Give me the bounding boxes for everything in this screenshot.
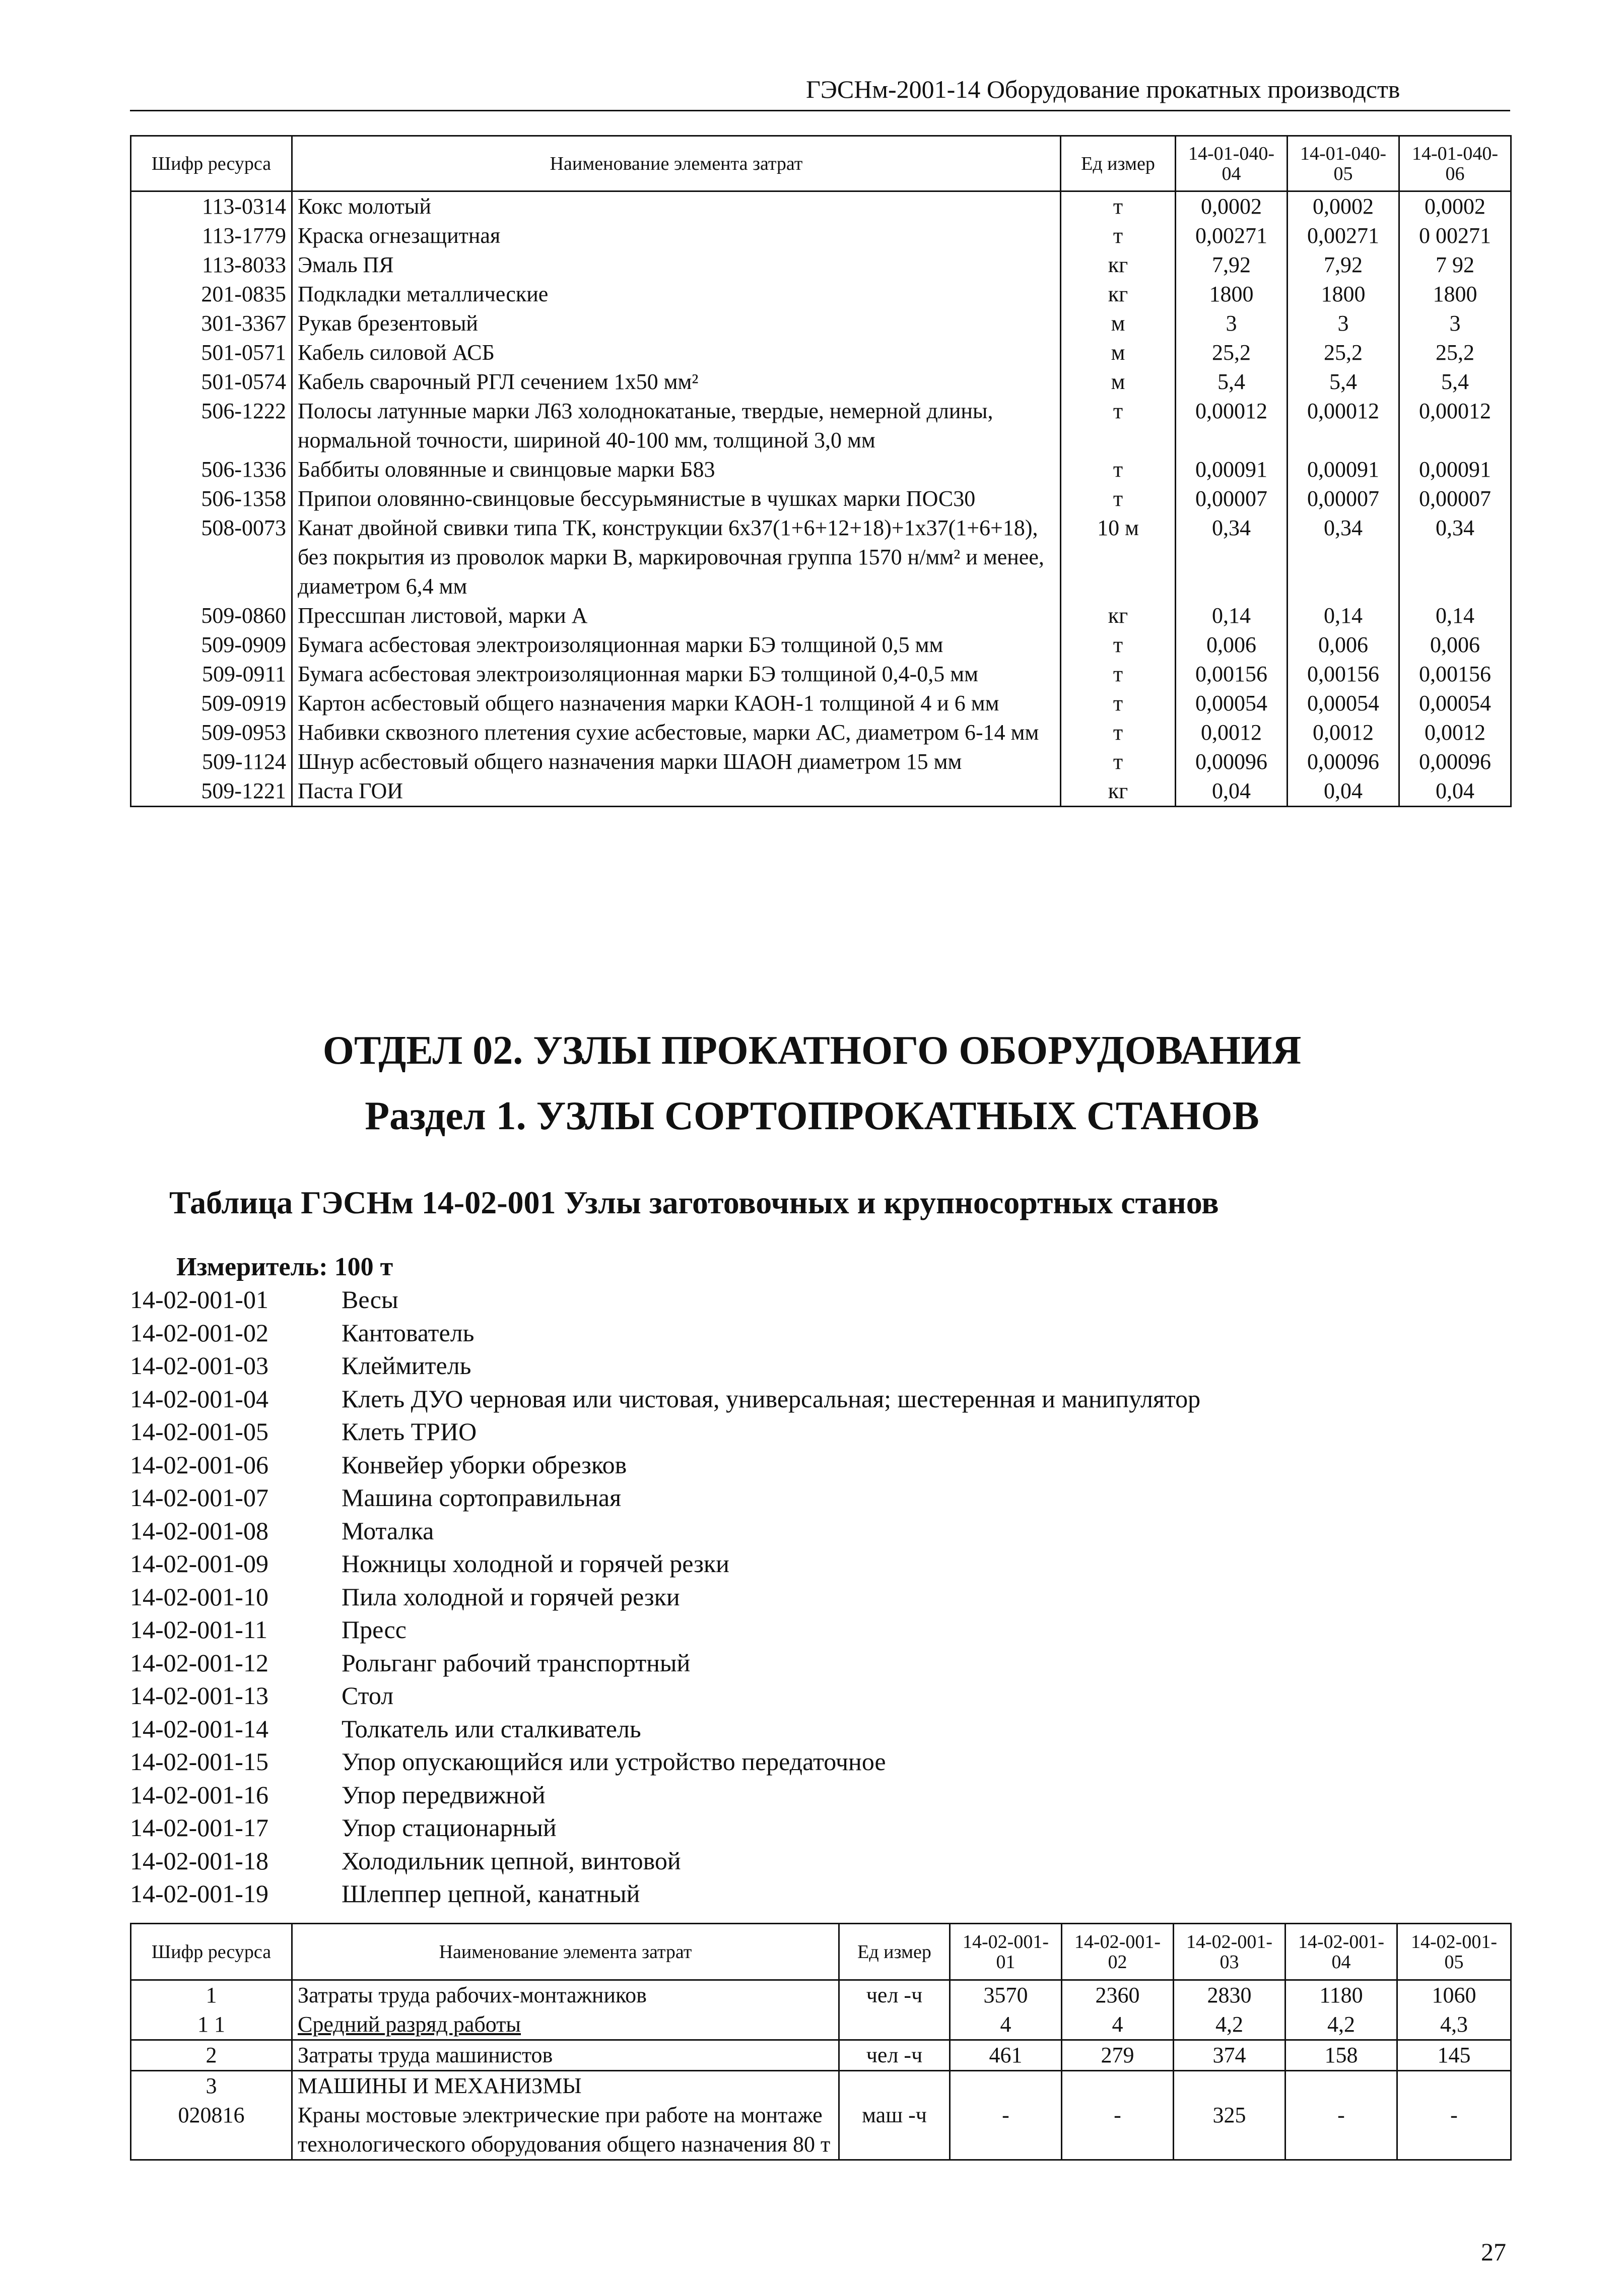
resource-code: 501-0574 [131, 367, 292, 397]
resource-value: 0,04 [1399, 776, 1511, 807]
resource-value: 279 [1062, 2040, 1174, 2071]
resource-name: Картон асбестовый общего назначения марки КАОН-1 толщиной 4 и 6 мм [292, 689, 1061, 718]
resource-code: 1 1 [131, 2010, 292, 2040]
resource-value: 0,00012 [1288, 397, 1399, 455]
resource-unit: кг [1061, 776, 1176, 807]
item-code: 14-02-001-15 [130, 1747, 268, 1776]
table-row [131, 397, 1511, 455]
header-cell: Ед измер [1061, 136, 1176, 191]
resource-value: 145 [1397, 2040, 1511, 2071]
resource-name: Затраты труда машинистов [292, 2040, 839, 2071]
item-name: Кантователь [342, 1318, 475, 1347]
resource-value: 461 [950, 2040, 1062, 2071]
header-cell: 14-02-001-02 [1062, 1924, 1174, 1980]
resource-code: 2 [131, 2040, 292, 2071]
resource-name: Кабель силовой АСБ [292, 338, 1061, 367]
table-row [131, 221, 1511, 250]
table-row [131, 191, 1511, 222]
header-cell: 14-02-001-01 [950, 1924, 1062, 1980]
resource-name: Краска огнезащитная [292, 221, 1061, 250]
header-cell: 14-01-040-06 [1399, 136, 1511, 191]
table-row [131, 280, 1511, 309]
resource-value: 3 [1176, 309, 1288, 338]
list-item [130, 1615, 1200, 1648]
list-item [130, 1681, 1200, 1714]
list-item [130, 1516, 1200, 1549]
page-number: 27 [1481, 2238, 1506, 2266]
resource-unit: маш -ч [839, 2101, 950, 2160]
resource-code: 509-0860 [131, 601, 292, 630]
header-cell: Шифр ресурса [131, 1924, 292, 1980]
resource-name: Краны мостовые электрические при работе на монтаже технологического оборудования общего назначения 80 т [292, 2101, 839, 2160]
resource-value: 3 [1399, 309, 1511, 338]
table-row [131, 338, 1511, 367]
resource-name: Бумага асбестовая электроизоляционная марки БЭ толщиной 0,5 мм [292, 630, 1061, 660]
item-name: Упор передвижной [342, 1780, 546, 1809]
table-row [131, 367, 1511, 397]
resource-value: 7 92 [1399, 250, 1511, 280]
item-name: Конвейер уборки обрезков [342, 1450, 627, 1479]
resource-value: 0,00096 [1399, 747, 1511, 776]
resource-value [1174, 2071, 1285, 2101]
table-row [131, 747, 1511, 776]
resource-value: 0,00091 [1399, 455, 1511, 484]
resource-value: 0,00156 [1399, 660, 1511, 689]
item-code: 14-02-001-17 [130, 1813, 268, 1842]
item-name: Толкатель или сталкиватель [342, 1714, 641, 1743]
header-cell: Наименование элемента затрат [292, 136, 1061, 191]
table-row [131, 601, 1511, 630]
resource-value: 0,00271 [1176, 221, 1288, 250]
resource-value: 0 00271 [1399, 221, 1511, 250]
header-cell: 14-02-001-05 [1397, 1924, 1511, 1980]
item-code: 14-02-001-11 [130, 1615, 268, 1644]
resource-value: 3570 [950, 1980, 1062, 2010]
item-code: 14-02-001-13 [130, 1681, 268, 1710]
resource-value: 0,14 [1399, 601, 1511, 630]
resource-value: 4 [1062, 2010, 1174, 2040]
resource-value: 0,0002 [1288, 191, 1399, 222]
table-row [131, 2010, 1511, 2040]
item-name: Моталка [342, 1516, 434, 1545]
list-item [130, 1648, 1200, 1681]
resource-value: 0,14 [1176, 601, 1288, 630]
table-caption: Таблица ГЭСНм 14-02-001 Узлы заготовочных и крупносортных станов [169, 1185, 1219, 1220]
item-code: 14-02-001-05 [130, 1417, 268, 1446]
resource-value: 25,2 [1399, 338, 1511, 367]
resource-value: 25,2 [1176, 338, 1288, 367]
resource-value: 7,92 [1176, 250, 1288, 280]
item-code: 14-02-001-16 [130, 1780, 268, 1809]
resource-value: 0,0002 [1399, 191, 1511, 222]
resource-value: 4,2 [1285, 2010, 1397, 2040]
resource-name: Канат двойной свивки типа ТК, конструкции 6х37(1+6+12+18)+1х37(1+6+18), без покрытия из проволок марки В, маркировочная группа 1570 н/мм² и менее, диаметром 6,4 мм [292, 513, 1061, 601]
item-name: Клеть ДУО черновая или чистовая, универсальная; шестеренная и манипулятор [342, 1384, 1201, 1413]
running-header: ГЭСНм-2001-14 Оборудование прокатных производств [806, 75, 1400, 103]
header-rule [130, 110, 1510, 111]
resource-name: Подкладки металлические [292, 280, 1061, 309]
item-code: 14-02-001-06 [130, 1450, 268, 1479]
list-item [130, 1714, 1200, 1747]
item-name: Шлеппер цепной, канатный [342, 1879, 640, 1908]
table-row [131, 718, 1511, 747]
list-item [130, 1417, 1200, 1450]
resource-unit: чел -ч [839, 2040, 950, 2071]
table-row [131, 2071, 1511, 2101]
resource-value: 1800 [1176, 280, 1288, 309]
resource-unit: т [1061, 397, 1176, 455]
resource-value: 25,2 [1288, 338, 1399, 367]
item-code: 14-02-001-12 [130, 1648, 268, 1677]
resource-table-2 [130, 1923, 1512, 2161]
resource-value: 0,34 [1288, 513, 1399, 601]
resource-value: 2830 [1174, 1980, 1285, 2010]
resource-value: 0,34 [1176, 513, 1288, 601]
resource-code: 509-1124 [131, 747, 292, 776]
resource-value: 0,00012 [1399, 397, 1511, 455]
resource-code: 1 [131, 1980, 292, 2010]
resource-code: 301-3367 [131, 309, 292, 338]
item-code: 14-02-001-01 [130, 1285, 268, 1314]
list-item [130, 1582, 1200, 1615]
resource-value: - [1062, 2101, 1174, 2160]
resource-unit: т [1061, 660, 1176, 689]
item-name: Машина сортоправильная [342, 1483, 622, 1512]
resource-name: Кокс молотый [292, 191, 1061, 222]
resource-code: 113-8033 [131, 250, 292, 280]
resource-value: 0,00156 [1288, 660, 1399, 689]
resource-value: 0,00096 [1176, 747, 1288, 776]
resource-name: Рукав брезентовый [292, 309, 1061, 338]
item-code: 14-02-001-09 [130, 1549, 268, 1578]
table-row [131, 2101, 1511, 2160]
item-code: 14-02-001-08 [130, 1516, 268, 1545]
resource-unit: т [1061, 484, 1176, 513]
item-name: Весы [342, 1285, 398, 1314]
resource-value: 0,0012 [1399, 718, 1511, 747]
resource-unit: т [1061, 689, 1176, 718]
resource-value: 5,4 [1399, 367, 1511, 397]
list-item [130, 1351, 1200, 1384]
item-name: Клеймитель [342, 1351, 471, 1380]
item-name: Упор стационарный [342, 1813, 557, 1842]
resource-value: 1060 [1397, 1980, 1511, 2010]
list-item [130, 1846, 1200, 1879]
resource-value: 0,00007 [1288, 484, 1399, 513]
resource-unit: кг [1061, 601, 1176, 630]
resource-value: 0,006 [1176, 630, 1288, 660]
table-row [131, 776, 1511, 807]
header-cell: 14-01-040-05 [1288, 136, 1399, 191]
table-2-body [131, 1980, 1511, 2160]
resource-code: 020816 [131, 2101, 292, 2160]
resource-code: 509-0909 [131, 630, 292, 660]
resource-name: Средний разряд работы [292, 2010, 839, 2040]
resource-value: 0,006 [1399, 630, 1511, 660]
resource-code: 506-1222 [131, 397, 292, 455]
resource-unit: т [1061, 747, 1176, 776]
list-item [130, 1285, 1200, 1318]
resource-value: 4,3 [1397, 2010, 1511, 2040]
measure-label: Измеритель: 100 т [176, 1253, 393, 1281]
resource-value: 0,00091 [1176, 455, 1288, 484]
item-code: 14-02-001-18 [130, 1846, 268, 1875]
list-item [130, 1549, 1200, 1582]
resource-name: Шнур асбестовый общего назначения марки ШАОН диаметром 15 мм [292, 747, 1061, 776]
resource-value: - [1285, 2101, 1397, 2160]
item-name: Пила холодной и горячей резки [342, 1582, 680, 1611]
header-cell: 14-02-001-04 [1285, 1924, 1397, 1980]
resource-code: 201-0835 [131, 280, 292, 309]
subsection-title: Раздел 1. УЗЛЫ СОРТОПРОКАТНЫХ СТАНОВ [365, 1094, 1259, 1138]
resource-name: Прессшпан листовой, марки А [292, 601, 1061, 630]
resource-code: 506-1358 [131, 484, 292, 513]
resource-unit: т [1061, 718, 1176, 747]
resource-value: 0,00096 [1288, 747, 1399, 776]
resource-name: Припои оловянно-свинцовые бессурьмянистые в чушках марки ПОС30 [292, 484, 1061, 513]
resource-value: 0,00007 [1399, 484, 1511, 513]
resource-table-1 [130, 135, 1512, 807]
resource-value: 7,92 [1288, 250, 1399, 280]
table-row [131, 484, 1511, 513]
resource-value: 2360 [1062, 1980, 1174, 2010]
resource-unit: т [1061, 455, 1176, 484]
resource-code: 509-0919 [131, 689, 292, 718]
header-cell: Шифр ресурса [131, 136, 292, 191]
item-name: Клеть ТРИО [342, 1417, 477, 1446]
header-cell: 14-01-040-04 [1176, 136, 1288, 191]
table-row [131, 630, 1511, 660]
item-name: Упор опускающийся или устройство передаточное [342, 1747, 886, 1776]
list-item [130, 1813, 1200, 1846]
item-code: 14-02-001-02 [130, 1318, 268, 1347]
resource-name: Бумага асбестовая электроизоляционная марки БЭ толщиной 0,4-0,5 мм [292, 660, 1061, 689]
item-code: 14-02-001-07 [130, 1483, 268, 1512]
item-name: Стол [342, 1681, 394, 1710]
item-name: Холодильник цепной, винтовой [342, 1846, 681, 1875]
resource-value [1397, 2071, 1511, 2101]
section-title: ОТДЕЛ 02. УЗЛЫ ПРОКАТНОГО ОБОРУДОВАНИЯ [322, 1028, 1302, 1073]
item-code: 14-02-001-10 [130, 1582, 268, 1611]
table-row [131, 660, 1511, 689]
resource-unit: 10 м [1061, 513, 1176, 601]
resource-name: Паста ГОИ [292, 776, 1061, 807]
resource-code: 113-1779 [131, 221, 292, 250]
resource-unit: т [1061, 191, 1176, 222]
work-items-list [130, 1285, 1200, 1912]
resource-value: 5,4 [1288, 367, 1399, 397]
resource-value: - [1397, 2101, 1511, 2160]
resource-value: 0,00054 [1399, 689, 1511, 718]
resource-name: Баббиты оловянные и свинцовые марки Б83 [292, 455, 1061, 484]
resource-value: 0,00091 [1288, 455, 1399, 484]
list-item [130, 1879, 1200, 1912]
resource-value: 158 [1285, 2040, 1397, 2071]
table-row [131, 1980, 1511, 2010]
resource-value: 374 [1174, 2040, 1285, 2071]
resource-value: 0,0012 [1288, 718, 1399, 747]
resource-value: - [950, 2101, 1062, 2160]
resource-value: 0,14 [1288, 601, 1399, 630]
resource-code: 509-0953 [131, 718, 292, 747]
resource-value: 0,00156 [1176, 660, 1288, 689]
resource-unit: кг [1061, 280, 1176, 309]
table-row [131, 2040, 1511, 2071]
resource-unit: м [1061, 309, 1176, 338]
resource-name: Полосы латунные марки Л63 холоднокатаные, твердые, немерной длины, нормальной точности, шириной 40-100 мм, толщиной 3,0 мм [292, 397, 1061, 455]
resource-code: 506-1336 [131, 455, 292, 484]
resource-value: 5,4 [1176, 367, 1288, 397]
resource-value: 1800 [1288, 280, 1399, 309]
resource-value: 0,00271 [1288, 221, 1399, 250]
table-row [131, 689, 1511, 718]
resource-code: 509-1221 [131, 776, 292, 807]
resource-value [1062, 2071, 1174, 2101]
header-cell: Ед измер [839, 1924, 950, 1980]
resource-value: 0,00054 [1176, 689, 1288, 718]
resource-value: 1180 [1285, 1980, 1397, 2010]
list-item [130, 1483, 1200, 1516]
table-1-body [131, 191, 1511, 807]
table-row [131, 513, 1511, 601]
resource-unit: т [1061, 630, 1176, 660]
resource-value [1285, 2071, 1397, 2101]
item-name: Рольганг рабочий транспортный [342, 1648, 691, 1677]
resource-unit: м [1061, 367, 1176, 397]
list-item [130, 1384, 1200, 1417]
item-code: 14-02-001-03 [130, 1351, 268, 1380]
list-item [130, 1780, 1200, 1813]
resource-value: 325 [1174, 2101, 1285, 2160]
table-row [131, 250, 1511, 280]
resource-value: 1800 [1399, 280, 1511, 309]
resource-name: МАШИНЫ И МЕХАНИЗМЫ [292, 2071, 839, 2101]
resource-value: 4 [950, 2010, 1062, 2040]
resource-value: 0,34 [1399, 513, 1511, 601]
resource-code: 113-0314 [131, 191, 292, 222]
resource-value: 0,04 [1176, 776, 1288, 807]
resource-unit [839, 2071, 950, 2101]
resource-name: Кабель сварочный РГЛ сечением 1х50 мм² [292, 367, 1061, 397]
resource-value: 0,04 [1288, 776, 1399, 807]
resource-code: 3 [131, 2071, 292, 2101]
resource-value: 0,006 [1288, 630, 1399, 660]
resource-value: 0,00012 [1176, 397, 1288, 455]
list-item [130, 1318, 1200, 1351]
item-name: Ножницы холодной и горячей резки [342, 1549, 729, 1578]
item-name: Пресс [342, 1615, 407, 1644]
list-item [130, 1747, 1200, 1780]
list-item [130, 1450, 1200, 1483]
resource-unit: чел -ч [839, 1980, 950, 2010]
resource-value: 0,0012 [1176, 718, 1288, 747]
resource-name: Затраты труда рабочих-монтажников [292, 1980, 839, 2010]
resource-unit: т [1061, 221, 1176, 250]
resource-value: 0,00007 [1176, 484, 1288, 513]
resource-name: Эмаль ПЯ [292, 250, 1061, 280]
table-row [131, 309, 1511, 338]
resource-unit: кг [1061, 250, 1176, 280]
resource-code: 508-0073 [131, 513, 292, 601]
item-code: 14-02-001-04 [130, 1384, 268, 1413]
header-cell: 14-02-001-03 [1174, 1924, 1285, 1980]
resource-unit [839, 2010, 950, 2040]
resource-code: 501-0571 [131, 338, 292, 367]
resource-value: 4,2 [1174, 2010, 1285, 2040]
table-row [131, 455, 1511, 484]
resource-name: Набивки сквозного плетения сухие асбестовые, марки АС, диаметром 6-14 мм [292, 718, 1061, 747]
resource-value: 0,00054 [1288, 689, 1399, 718]
header-cell: Наименование элемента затрат [292, 1924, 839, 1980]
item-code: 14-02-001-14 [130, 1714, 268, 1743]
resource-unit: м [1061, 338, 1176, 367]
resource-value [950, 2071, 1062, 2101]
item-code: 14-02-001-19 [130, 1879, 268, 1908]
resource-code: 509-0911 [131, 660, 292, 689]
resource-value: 3 [1288, 309, 1399, 338]
resource-value: 0,0002 [1176, 191, 1288, 222]
